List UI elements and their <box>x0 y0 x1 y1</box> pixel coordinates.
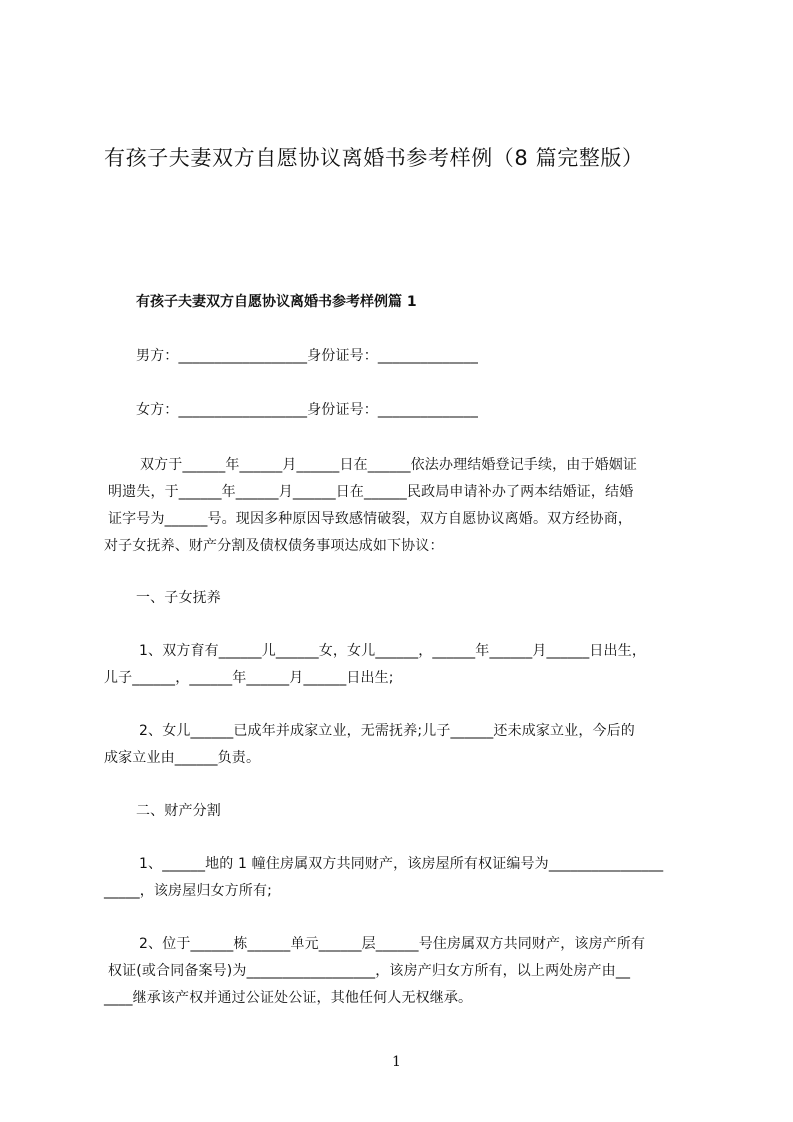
clause-line: 权证(或合同备案号)为__________________，该房产归女方所有，以上两处房产由__ <box>108 963 631 979</box>
clause-line: 2、位于______栋______单元______层______号住房属双方共同财产，该房产所有 <box>139 936 646 952</box>
clause-line: ____继承该产权并通过公证处公证，其他任何人无权继承。 <box>104 990 473 1006</box>
clause-line: 1、______地的 1 幢住房属双方共同财产，该房屋所有权证编号为________________ <box>139 856 664 872</box>
intro-line: 证字号为______号。现因多种原因导致感情破裂，双方自愿协议离婚。双方经协商， <box>108 511 632 527</box>
clause-line: 1、双方育有______儿______女，女儿______，______年______月______日出生， <box>139 643 647 659</box>
female-info-line: 女方：__________________身份证号：______________ <box>136 402 478 418</box>
section-title: 有孩子夫妻双方自愿协议离婚书参考样例篇 1 <box>136 294 417 310</box>
heading-property-division: 二、财产分割 <box>136 803 221 819</box>
clause-line: _____，该房屋归女方所有; <box>104 883 272 899</box>
clause-line: 儿子______，______年______月______日出生; <box>104 670 394 686</box>
intro-line: 双方于______年______月______日在______依法办理结婚登记手续，由于婚姻证 <box>140 457 638 473</box>
male-info-line: 男方：__________________身份证号：______________ <box>136 348 478 364</box>
intro-line: 对子女抚养、财产分割及债权债务事项达成如下协议： <box>104 538 444 554</box>
clause-line: 2、女儿______已成年并成家立业，无需抚养;儿子______还未成家立业，今后的 <box>139 723 635 739</box>
intro-line: 明遗失，于______年______月______日在______民政局申请补办了两本结婚证，结婚 <box>108 484 634 500</box>
clause-line: 成家立业由______负责。 <box>104 750 261 766</box>
heading-child-custody: 一、子女抚养 <box>136 590 221 606</box>
page-number: 1 <box>392 1054 401 1070</box>
document-title: 有孩子夫妻双方自愿协议离婚书参考样例（8 篇完整版） <box>104 146 644 170</box>
